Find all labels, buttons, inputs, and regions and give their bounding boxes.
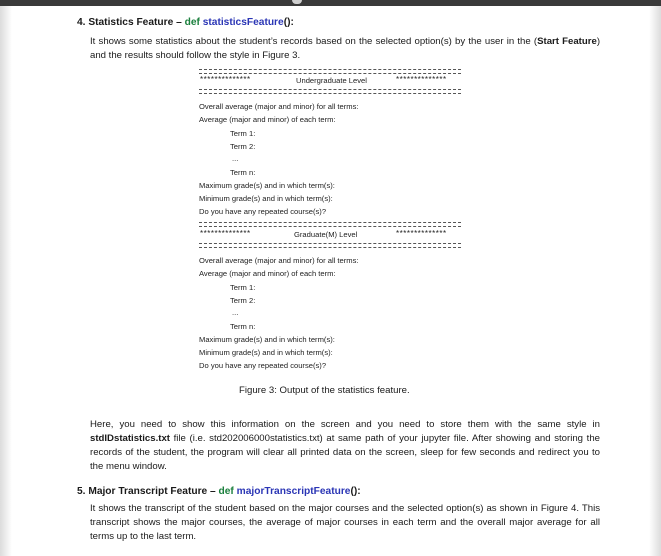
term-n-line: Term n: [230, 322, 256, 331]
each-term-average-line: Average (major and minor) of each term: [199, 269, 336, 278]
stars-left: ************** [200, 229, 251, 238]
double-rule [199, 222, 461, 227]
double-rule [199, 89, 461, 94]
term-1-line: Term 1: [230, 129, 256, 138]
graduate-title: Graduate(M) Level [294, 230, 358, 239]
stars-right: ************** [396, 229, 447, 238]
double-rule [199, 69, 461, 74]
section-4-heading [77, 17, 294, 28]
stars-left: ************** [200, 75, 251, 84]
each-term-average-line: Average (major and minor) of each term: [199, 115, 336, 124]
term-2-line: Term 2: [230, 296, 256, 305]
repeated-course-line: Do you have any repeated course(s)? [199, 361, 327, 370]
term-1-line: Term 1: [230, 283, 256, 292]
section-4-title: 4. Statistics Feature – [77, 17, 185, 28]
ellipsis-line: ... [232, 154, 239, 163]
storage-instructions: Here, you need to show this information on the screen and you need to store them with the same style in stdIDstatistics.txt file (i.e. std202006000statistics.txt) at same path of your jupyter file. After showing and storing the records of the student, the program will clear all printed data on the screen, sleep for few seconds and redirect you to the menu window. [90, 419, 600, 472]
minimum-grade-line: Minimum grade(s) and in which term(s): [199, 348, 333, 357]
function-parens: (): [283, 17, 294, 28]
repeated-course-line: Do you have any repeated course(s)? [199, 207, 327, 216]
window-top-bar [0, 0, 661, 6]
figure-3-caption: Figure 3: Output of the statistics feature. [239, 385, 410, 396]
stars-right: ************** [396, 75, 447, 84]
page-shadow-right [649, 6, 661, 556]
page-shadow-left [0, 6, 12, 556]
overall-average-line: Overall average (major and minor) for all terms: [199, 256, 359, 265]
undergraduate-title: Undergraduate Level [296, 76, 367, 85]
function-name: majorTranscriptFeature [236, 486, 351, 497]
function-parens: (): [350, 486, 361, 497]
scroll-indicator [292, 0, 302, 4]
def-keyword: def [218, 486, 237, 497]
section-5-title: 5. Major Transcript Feature – [77, 486, 219, 497]
section-5-intro: It shows the transcript of the student based on the major courses and the selected option(s) as shown in Figure 4. This transcript shows the major courses, the average of major courses in each term and the overall major average for all terms up to the last term. [90, 503, 600, 542]
function-name: statisticsFeature [202, 17, 284, 28]
term-n-line: Term n: [230, 168, 256, 177]
term-2-line: Term 2: [230, 142, 256, 151]
section-4-intro: It shows some statistics about the student’s records based on the selected option(s) by the user in the (Start Feature) and the results should follow the style in Figure 3. [90, 36, 601, 61]
def-keyword: def [184, 17, 203, 28]
overall-average-line: Overall average (major and minor) for all terms: [199, 102, 359, 111]
maximum-grade-line: Maximum grade(s) and in which term(s): [199, 181, 335, 190]
double-rule [199, 243, 461, 248]
minimum-grade-line: Minimum grade(s) and in which term(s): [199, 194, 333, 203]
maximum-grade-line: Maximum grade(s) and in which term(s): [199, 335, 335, 344]
section-5-heading [77, 486, 361, 497]
ellipsis-line: ... [232, 308, 239, 317]
